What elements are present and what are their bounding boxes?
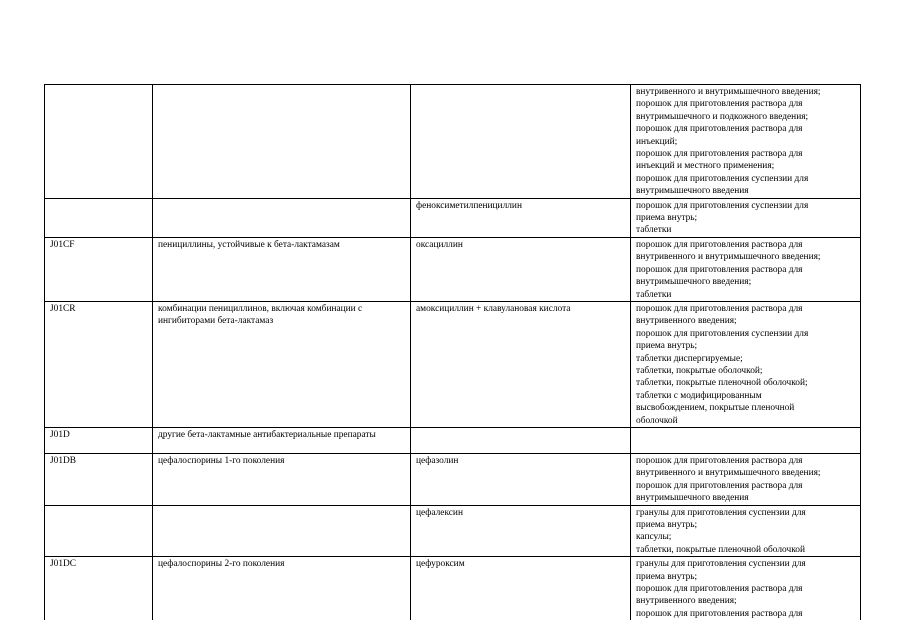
atc-code-cell: J01DB xyxy=(45,453,153,505)
dosage-form-line: таблетки диспергируемые; xyxy=(636,353,743,364)
dosage-form-line: внутримышечного введения; xyxy=(636,277,752,288)
dosage-form-line: порошок для приготовления раствора для xyxy=(636,264,803,275)
dosage-form-line: порошок для приготовления раствора для xyxy=(636,303,803,314)
group-name-cell: другие бета-лактамные антибактериальные препараты xyxy=(153,427,411,453)
drug-name-cell: цефалексин xyxy=(411,505,631,557)
table-row xyxy=(45,505,861,557)
dosage-form-line: капсулы; xyxy=(636,532,672,543)
dosage-forms-cell xyxy=(631,85,861,199)
dosage-form-line: приема внутрь; xyxy=(636,341,698,352)
dosage-form-line: порошок для приготовления суспензии для xyxy=(636,200,809,211)
table-row xyxy=(45,237,861,301)
drug-name-cell: феноксиметилпенициллин xyxy=(411,198,631,237)
group-name-cell: цефалоспорины 2-го поколения xyxy=(153,557,411,621)
table-row xyxy=(45,85,861,199)
dosage-forms-cell xyxy=(631,237,861,301)
dosage-forms-cell xyxy=(631,505,861,557)
drug-name-cell: амоксициллин + клавулановая кислота xyxy=(411,301,631,427)
dosage-form-line: порошок для приготовления раствора для xyxy=(636,455,803,466)
dosage-form-line: внутримышечного и подкожного введения; xyxy=(636,111,809,122)
drug-name-cell xyxy=(411,427,631,453)
dosage-form-line: порошок для приготовления суспензии для xyxy=(636,173,809,184)
drug-name-cell: цефуроксим xyxy=(411,557,631,621)
dosage-form-line: внутривенного и внутримышечного введения; xyxy=(636,468,821,479)
dosage-forms-cell xyxy=(631,198,861,237)
group-name-cell xyxy=(153,505,411,557)
dosage-form-line: таблетки xyxy=(636,225,672,236)
dosage-form-line: таблетки, покрытые пленочной оболочкой xyxy=(636,544,805,555)
dosage-forms-cell xyxy=(631,301,861,427)
dosage-form-line: таблетки, покрытые пленочной оболочкой; xyxy=(636,378,808,389)
dosage-form-line: внутримышечного введения xyxy=(636,493,749,504)
dosage-forms-cell xyxy=(631,427,861,453)
dosage-form-line: таблетки, покрытые оболочкой; xyxy=(636,365,763,376)
dosage-form-line: внутривенного и внутримышечного введения; xyxy=(636,87,821,97)
table-row xyxy=(45,427,861,453)
dosage-form-line: порошок для приготовления раствора для xyxy=(636,99,803,110)
dosage-form-line: высвобождением, покрытые пленочной xyxy=(636,403,795,414)
dosage-form-line: порошок для приготовления раствора для xyxy=(636,239,803,250)
atc-code-cell: J01D xyxy=(45,427,153,453)
dosage-form-line: внутривенного и внутримышечного введения; xyxy=(636,252,821,263)
atc-code-cell xyxy=(45,85,153,199)
dosage-form-line: гранулы для приготовления суспензии для xyxy=(636,507,806,518)
atc-code-cell: J01CF xyxy=(45,237,153,301)
group-name-cell: пенициллины, устойчивые к бета-лактамазам xyxy=(153,237,411,301)
group-name-cell: комбинации пенициллинов, включая комбинации с ингибиторами бета-лактамаз xyxy=(153,301,411,427)
dosage-form-line: внутримышечного введения xyxy=(636,186,749,197)
dosage-form-line: инъекций; xyxy=(636,136,678,147)
dosage-form-line: гранулы для приготовления суспензии для xyxy=(636,559,806,570)
dosage-form-line: таблетки с модифицированным xyxy=(636,390,762,401)
dosage-form-line: порошок для приготовления суспензии для xyxy=(636,328,809,339)
dosage-form-line: внутривенного введения; xyxy=(636,596,737,607)
table-row xyxy=(45,453,861,505)
atc-code-cell xyxy=(45,505,153,557)
dosage-form-line: оболочкой xyxy=(636,415,678,426)
table-row xyxy=(45,198,861,237)
drug-classification-table xyxy=(44,84,861,620)
atc-code-cell xyxy=(45,198,153,237)
dosage-form-line: инъекций и местного применения; xyxy=(636,161,775,172)
group-name-cell xyxy=(153,198,411,237)
dosage-form-line: приема внутрь; xyxy=(636,571,698,582)
dosage-form-line: таблетки xyxy=(636,289,672,300)
dosage-forms-cell xyxy=(631,557,861,621)
dosage-form-line: внутривенного введения; xyxy=(636,316,737,327)
dosage-forms-cell xyxy=(631,453,861,505)
atc-code-cell: J01CR xyxy=(45,301,153,427)
dosage-form-line: приема внутрь; xyxy=(636,520,698,530)
drug-name-cell: цефазолин xyxy=(411,453,631,505)
dosage-form-line: порошок для приготовления раствора для xyxy=(636,584,803,595)
drug-name-cell xyxy=(411,85,631,199)
dosage-form-line: порошок для приготовления раствора для xyxy=(636,608,803,619)
table-row xyxy=(45,301,861,427)
dosage-form-line: приема внутрь; xyxy=(636,213,698,224)
dosage-form-line: порошок для приготовления раствора для xyxy=(636,124,803,135)
atc-code-cell: J01DC xyxy=(45,557,153,621)
table-body xyxy=(45,85,861,621)
group-name-cell: цефалоспорины 1-го поколения xyxy=(153,453,411,505)
dosage-form-line: порошок для приготовления раствора для xyxy=(636,149,803,160)
drug-name-cell: оксациллин xyxy=(411,237,631,301)
dosage-form-line: порошок для приготовления раствора для xyxy=(636,480,803,491)
table-row xyxy=(45,557,861,621)
group-name-cell xyxy=(153,85,411,199)
